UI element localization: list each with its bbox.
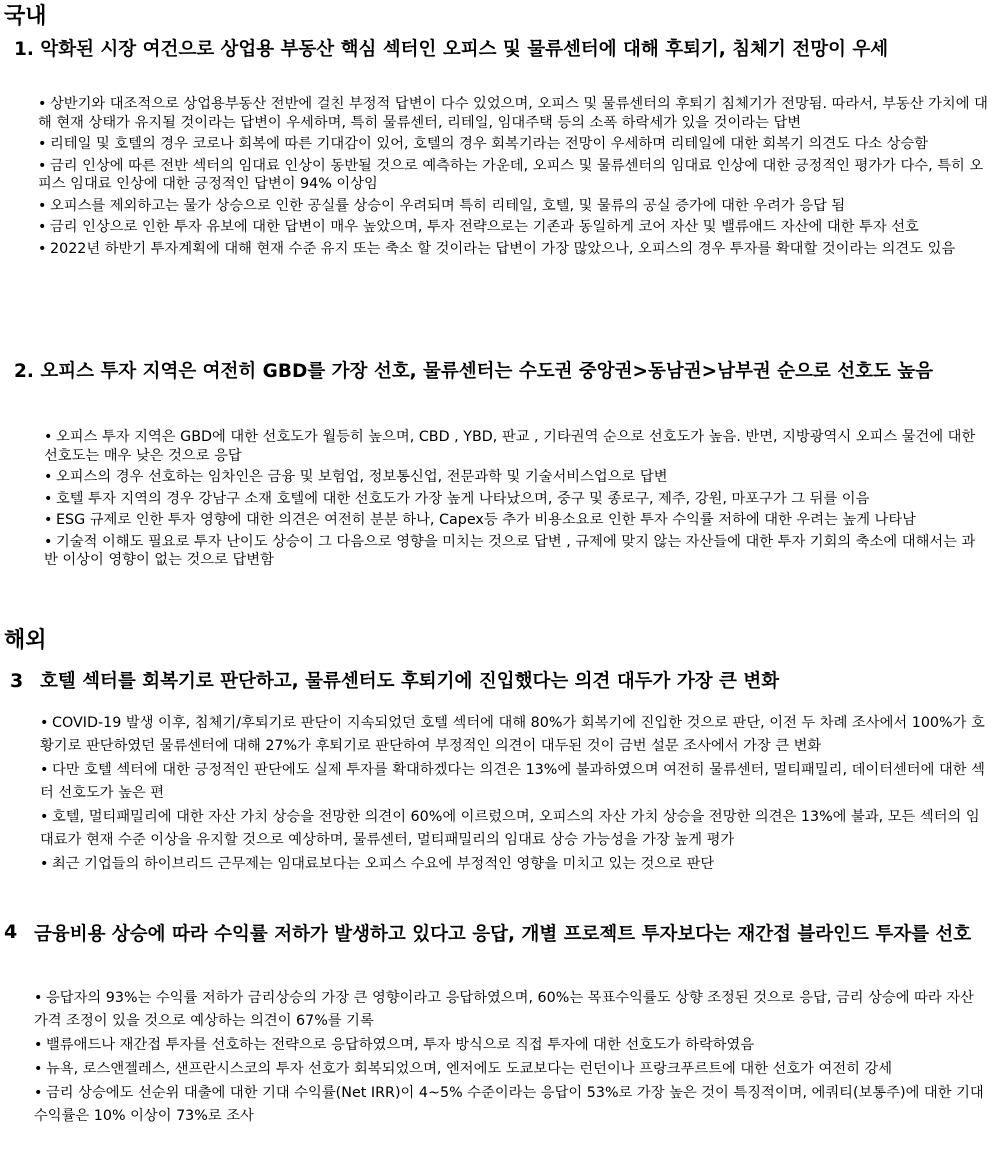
section-4-title: 금융비용 상승에 따라 수익률 저하가 발생하고 있다고 응답, 개별 프로젝트 투자보다는 재간접 블라인드 투자를 선호 — [34, 924, 972, 945]
list-item: • ESG 규제로 인한 투자 영향에 대한 의견은 여전히 분분 하나, Capex등 추가 비용소요로 인한 투자 수익률 저하에 대한 우려는 높게 나타남 — [44, 512, 916, 528]
list-item: • COVID-19 발생 이후, 침체기/후퇴기로 판단이 지속되었던 호텔 섹터에 대해 80%가 회복기에 진입한 것으로 판단, 이전 두 차례 조사에서 100%가 호황기로 판단하였던 물류센터에 대해 27%가 후퇴기로 판단하여 부정적인 의견이 대두된 것이 금번 설문 조사에서 가장 큰 변화 — [40, 715, 985, 754]
section-3-bullets — [40, 712, 990, 877]
list-item: • 2022년 하반기 투자계획에 대해 현재 수준 유지 또는 축소 할 것이라는 답변이 가장 많았으나, 오피스의 경우 투자를 확대할 것이라는 의견도 있음 — [38, 240, 956, 257]
section-2-bullets — [44, 428, 988, 573]
list-item: • 금리 인상으로 인한 투자 유보에 대한 답변이 매우 높았으며, 투자 전략으로는 기존과 동일하게 코어 자산 및 밸류애드 자산에 대한 투자 선호 — [38, 219, 919, 235]
section-3-number: 3 — [10, 670, 24, 692]
section-4-bullets — [34, 987, 990, 1129]
list-item: • 다만 호텔 섹터에 대한 긍정적인 판단에도 실제 투자를 확대하겠다는 의견은 13%에 불과하였으며 여전히 물류센터, 멀티패밀리, 데이터센터에 대한 섹터 선호도가 높은 편 — [40, 762, 985, 801]
list-item: • 호텔, 멀티패밀리에 대한 자산 가치 상승을 전망한 의견이 60%에 이르렀으며, 오피스의 자산 가치 상승을 전망한 의견은 13%에 불과, 모든 섹터의 임대료가 현재 수준 이상을 유지할 것으로 예상하며, 물류센터, 멀티패밀리의 임대료 상승 가능성을 가장 높게 평가 — [40, 809, 980, 848]
section-4-number: 4 — [4, 921, 18, 943]
list-item: • 기술적 이해도 필요로 투자 난이도 상승이 그 다음으로 영향을 미치는 것으로 답변 , 규제에 맞지 않는 자산들에 대한 투자 기회의 축소에 대해서는 과반 이상이 영향이 없는 것으로 답변함 — [44, 533, 976, 568]
list-item: • 오피스의 경우 선호하는 임차인은 금융 및 보험업, 정보통신업, 전문과학 및 기술서비스업으로 답변 — [44, 469, 668, 485]
region-heading-overseas: 해외 — [4, 628, 47, 653]
list-item: • 호텔 투자 지역의 경우 강남구 소재 호텔에 대한 선호도가 가장 높게 나타났으며, 중구 및 종로구, 제주, 강원, 마포구가 그 뒤를 이음 — [44, 490, 870, 507]
section-1-title: 1. 악화된 시장 여건으로 상업용 부동산 핵심 섹터인 오피스 및 물류센터에 대해 후퇴기, 침체기 전망이 우세 — [14, 39, 889, 60]
list-item: • 최근 기업들의 하이브리드 근무제는 임대료보다는 오피스 수요에 부정적인 영향을 미치고 있는 것으로 판단 — [40, 856, 715, 872]
section-2-title: 2. 오피스 투자 지역은 여전히 GBD를 가장 선호, 물류센터는 수도권 중앙권>동남권>남부권 순으로 선호도 높음 — [14, 361, 934, 382]
list-item: • 금리 인상에 따른 전반 섹터의 임대료 인상이 동반될 것으로 예측하는 가운데, 오피스 및 물류센터의 임대료 인상에 대한 긍정적인 평가가 다수, 특히 오피스 임대료 인상에 대한 긍정적인 답변이 94% 이상임 — [38, 157, 984, 192]
list-item: • 뉴욕, 로스앤젤레스, 샌프란시스코의 투자 선호가 회복되었으며, 엔저에도 도쿄보다는 런던이나 프랑크푸르트에 대한 선호가 여전히 강세 — [34, 1061, 893, 1077]
list-item: • 리테일 및 호텔의 경우 코로나 회복에 따른 기대감이 있어, 호텔의 경우 회복기라는 전망이 우세하며 리테일에 대한 회복기 의견도 다소 상승함 — [38, 136, 929, 152]
list-item: • 오피스 투자 지역은 GBD에 대한 선호도가 월등히 높으며, CBD , YBD, 판교 , 기타권역 순으로 선호도가 높음. 반면, 지방광역시 오피스 물건에 대한 선호도는 매우 낮은 것으로 응답 — [44, 429, 976, 464]
list-item: • 밸류애드나 재간접 투자를 선호하는 전략으로 응답하였으며, 투자 방식으로 직접 투자에 대한 선호도가 하락하였음 — [34, 1037, 755, 1053]
section-3-title: 호텔 섹터를 회복기로 판단하고, 물류센터도 후퇴기에 진입했다는 의견 대두가 가장 큰 변화 — [40, 671, 780, 692]
list-item: • 금리 상승에도 선순위 대출에 대한 기대 수익률(Net IRR)이 4~5% 수준이라는 응답이 53%로 가장 높은 것이 특징적이며, 에쿼티(보통주)에 대한 기대 수익률은 10% 이상이 73%로 조사 — [34, 1085, 984, 1124]
region-heading-domestic: 국내 — [4, 4, 47, 29]
list-item: • 오피스를 제외하고는 물가 상승으로 인한 공실률 상승이 우려되며 특히 리테일, 호텔, 및 물류의 공실 증가에 대한 우려가 응답 됨 — [38, 197, 846, 214]
list-item: • 응답자의 93%는 수익률 저하가 금리상승의 가장 큰 영향이라고 응답하였으며, 60%는 목표수익률도 상향 조정된 것으로 응답, 금리 상승에 따라 자산 가격 조정이 있을 것으로 예상하는 의견이 67%를 기록 — [34, 990, 974, 1029]
section-1-bullets — [38, 95, 988, 261]
list-item: • 상반기와 대조적으로 상업용부동산 전반에 걸친 부정적 답변이 다수 있었으며, 오피스 및 물류센터의 후퇴기 침체기가 전망됨. 따라서, 부동산 가치에 대해 현재 상태가 유지될 것이라는 답변이 우세하며, 특히 물류센터, 리테일, 임대주택 등의 소폭 하락세가 있을 것이라는 답변 — [38, 96, 988, 131]
